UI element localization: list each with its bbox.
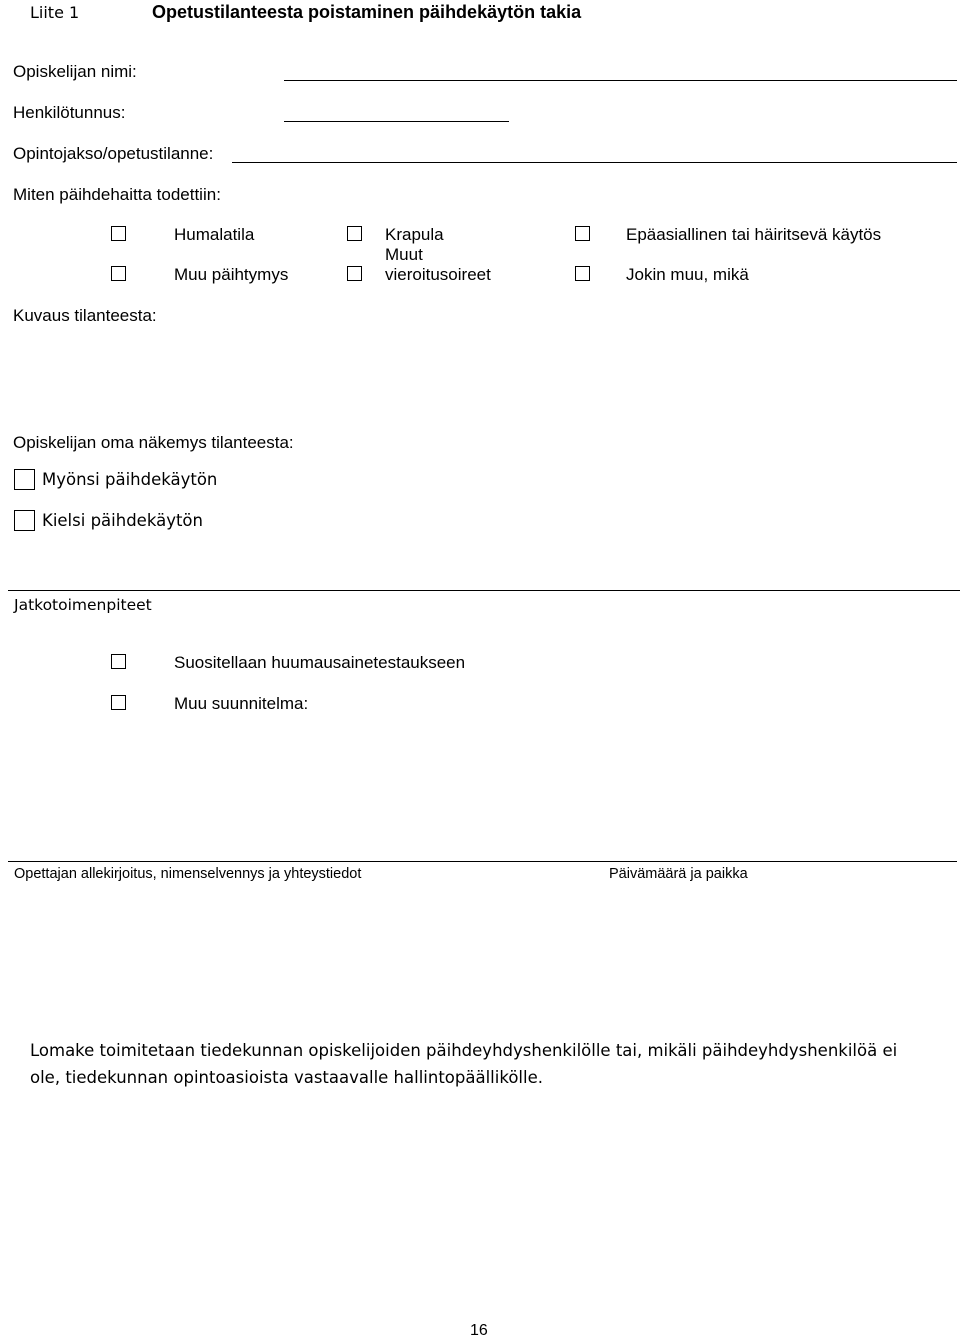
checkbox-something-else[interactable] bbox=[575, 266, 590, 281]
appendix-label: Liite 1 bbox=[30, 3, 80, 22]
option-admitted: Myönsi päihdekäytön bbox=[42, 470, 218, 489]
delivery-note: Lomake toimitetaan tiedekunnan opiskelijoiden päihdeyhdyshenkilölle tai, mikäli päihdeyhdyshenkilöä ei ole, tiedekunnan opintoasioista vastaavalle hallintopäällikölle. bbox=[30, 1041, 898, 1087]
option-something-else: Jokin muu, mikä bbox=[626, 265, 749, 284]
checkbox-hangover[interactable] bbox=[347, 226, 362, 241]
option-drug-test: Suositellaan huumausainetestaukseen bbox=[174, 653, 466, 672]
student-view-label: Opiskelijan oma näkemys tilanteesta: bbox=[13, 433, 294, 452]
page-number: 16 bbox=[470, 1322, 488, 1339]
form-title: Opetustilanteesta poistaminen päihdekäytön takia bbox=[152, 2, 582, 22]
checkbox-denied[interactable] bbox=[14, 510, 35, 531]
student-name-field[interactable] bbox=[284, 80, 957, 81]
follow-up-heading: Jatkotoimenpiteet bbox=[14, 596, 152, 614]
detected-how-label: Miten päihdehaitta todettiin: bbox=[13, 185, 221, 204]
option-hangover: Krapula bbox=[385, 225, 444, 244]
option-other-withdrawal-line1: Muut bbox=[385, 245, 423, 264]
option-other-withdrawal-line2: vieroitusoireet bbox=[385, 265, 491, 284]
checkbox-admitted[interactable] bbox=[14, 469, 35, 490]
ssn-label: Henkilötunnus: bbox=[13, 103, 126, 122]
checkbox-intoxication[interactable] bbox=[111, 226, 126, 241]
ssn-field[interactable] bbox=[284, 121, 509, 122]
course-label: Opintojakso/opetustilanne: bbox=[13, 144, 214, 163]
situation-description-label: Kuvaus tilanteesta: bbox=[13, 306, 157, 325]
option-other-plan: Muu suunnitelma: bbox=[174, 694, 309, 713]
option-other-intoxication: Muu päihtymys bbox=[174, 265, 289, 284]
signature-line[interactable] bbox=[8, 861, 957, 862]
section-divider bbox=[8, 590, 960, 591]
date-place-label: Päivämäärä ja paikka bbox=[609, 866, 748, 882]
student-name-label: Opiskelijan nimi: bbox=[13, 62, 137, 81]
teacher-signature-label: Opettajan allekirjoitus, nimenselvennys ja yhteystiedot bbox=[14, 866, 362, 882]
checkbox-drug-test[interactable] bbox=[111, 654, 126, 669]
course-field[interactable] bbox=[232, 162, 957, 163]
checkbox-inappropriate[interactable] bbox=[575, 226, 590, 241]
option-intoxication: Humalatila bbox=[174, 225, 255, 244]
checkbox-other-withdrawal[interactable] bbox=[347, 266, 362, 281]
checkbox-other-plan[interactable] bbox=[111, 695, 126, 710]
checkbox-other-intoxication[interactable] bbox=[111, 266, 126, 281]
option-inappropriate: Epäasiallinen tai häiritsevä käytös bbox=[626, 225, 882, 244]
option-denied: Kielsi päihdekäytön bbox=[42, 511, 203, 530]
